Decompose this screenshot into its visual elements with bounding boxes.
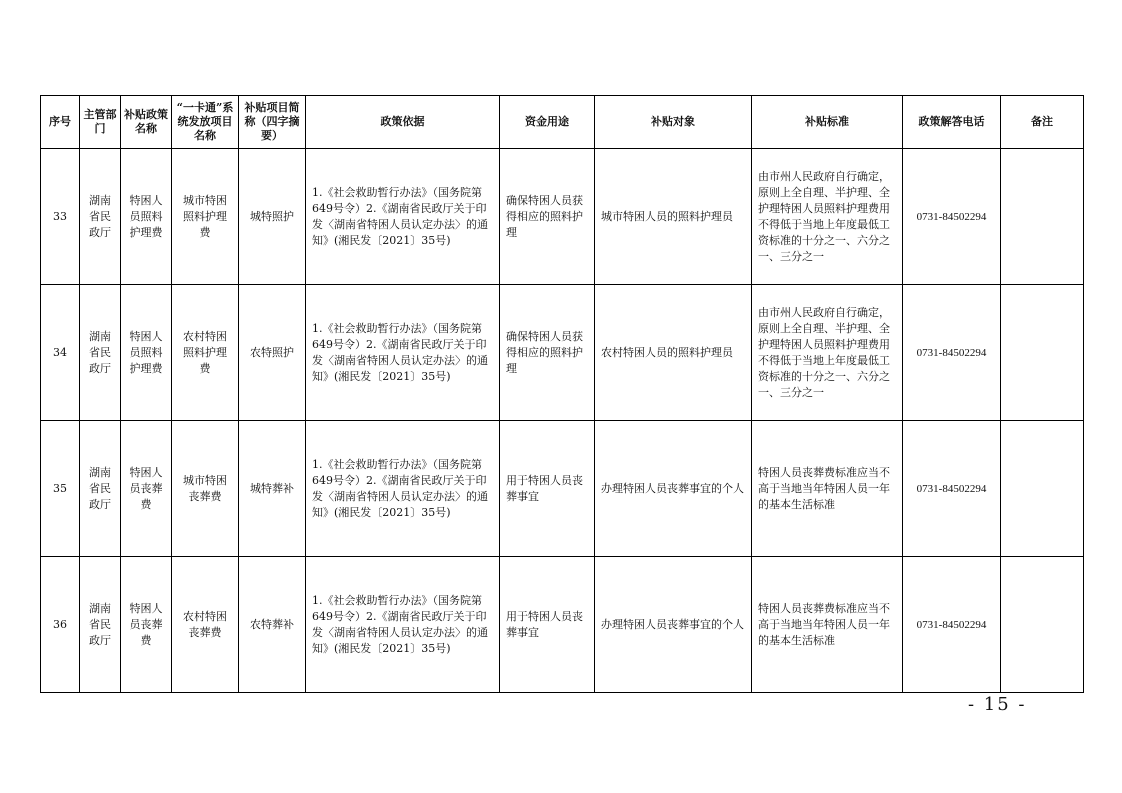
table-row — [41, 557, 1084, 693]
row-note — [1001, 149, 1084, 285]
row-usage: 用于特困人员丧葬事宜 — [500, 557, 595, 693]
row-no: 35 — [41, 421, 80, 557]
row-target: 农村特困人员的照料护理员 — [595, 285, 752, 421]
row-basis: 1.《社会救助暂行办法》（国务院第649号令）2.《湖南省民政厅关于印发〈湖南省特困人员认定办法〉的通知》(湘民发〔2021〕35号) — [306, 149, 500, 285]
header-standard: 补贴标准 — [752, 96, 903, 149]
row-basis: 1.《社会救助暂行办法》（国务院第649号令）2.《湖南省民政厅关于印发〈湖南省特困人员认定办法〉的通知》(湘民发〔2021〕35号) — [306, 421, 500, 557]
row-note — [1001, 557, 1084, 693]
header-note: 备注 — [1001, 96, 1084, 149]
row-project: 城市特困照料护理费 — [172, 149, 239, 285]
table-row — [41, 285, 1084, 421]
row-phone: 0731-84502294 — [903, 557, 1001, 693]
row-note — [1001, 285, 1084, 421]
subsidy-policy-table — [40, 95, 1084, 693]
row-policy: 特困人员照料护理费 — [121, 149, 172, 285]
row-dept: 湖南省民政厅 — [80, 421, 121, 557]
row-project: 城市特困丧葬费 — [172, 421, 239, 557]
row-policy: 特困人员丧葬费 — [121, 421, 172, 557]
header-dept: 主管部门 — [80, 96, 121, 149]
header-basis: 政策依据 — [306, 96, 500, 149]
row-usage: 确保特困人员获得相应的照料护理 — [500, 149, 595, 285]
row-basis: 1.《社会救助暂行办法》（国务院第649号令）2.《湖南省民政厅关于印发〈湖南省特困人员认定办法〉的通知》(湘民发〔2021〕35号) — [306, 557, 500, 693]
row-abbr: 农特照护 — [239, 285, 306, 421]
row-standard: 由市州人民政府自行确定，原则上全自理、半护理、全护理特困人员照料护理费用不得低于当地上年度最低工资标准的十分之一、六分之一、三分之一 — [752, 285, 903, 421]
row-note — [1001, 421, 1084, 557]
row-abbr: 城特照护 — [239, 149, 306, 285]
header-abbr: 补贴项目简称（四字摘要） — [239, 96, 306, 149]
table-row — [41, 421, 1084, 557]
row-target: 办理特困人员丧葬事宜的个人 — [595, 421, 752, 557]
table-row — [41, 149, 1084, 285]
row-standard: 特困人员丧葬费标准应当不高于当地当年特困人员一年的基本生活标准 — [752, 557, 903, 693]
row-no: 36 — [41, 557, 80, 693]
row-no: 33 — [41, 149, 80, 285]
header-no: 序号 — [41, 96, 80, 149]
row-target: 办理特困人员丧葬事宜的个人 — [595, 557, 752, 693]
row-project: 农村特困照料护理费 — [172, 285, 239, 421]
row-policy: 特困人员照料护理费 — [121, 285, 172, 421]
row-abbr: 城特葬补 — [239, 421, 306, 557]
row-dept: 湖南省民政厅 — [80, 285, 121, 421]
header-target: 补贴对象 — [595, 96, 752, 149]
row-dept: 湖南省民政厅 — [80, 557, 121, 693]
header-project: “一卡通”系统发放项目名称 — [172, 96, 239, 149]
page-number: - 15 - — [968, 694, 1027, 715]
row-dept: 湖南省民政厅 — [80, 149, 121, 285]
header-usage: 资金用途 — [500, 96, 595, 149]
row-usage: 确保特困人员获得相应的照料护理 — [500, 285, 595, 421]
header-policy: 补贴政策名称 — [121, 96, 172, 149]
row-phone: 0731-84502294 — [903, 149, 1001, 285]
row-standard: 由市州人民政府自行确定，原则上全自理、半护理、全护理特困人员照料护理费用不得低于当地上年度最低工资标准的十分之一、六分之一、三分之一 — [752, 149, 903, 285]
row-basis: 1.《社会救助暂行办法》（国务院第649号令）2.《湖南省民政厅关于印发〈湖南省特困人员认定办法〉的通知》(湘民发〔2021〕35号) — [306, 285, 500, 421]
row-project: 农村特困丧葬费 — [172, 557, 239, 693]
header-row — [41, 96, 1084, 149]
row-policy: 特困人员丧葬费 — [121, 557, 172, 693]
row-phone: 0731-84502294 — [903, 421, 1001, 557]
row-usage: 用于特困人员丧葬事宜 — [500, 421, 595, 557]
row-phone: 0731-84502294 — [903, 285, 1001, 421]
row-abbr: 农特葬补 — [239, 557, 306, 693]
row-target: 城市特困人员的照料护理员 — [595, 149, 752, 285]
row-no: 34 — [41, 285, 80, 421]
header-phone: 政策解答电话 — [903, 96, 1001, 149]
row-standard: 特困人员丧葬费标准应当不高于当地当年特困人员一年的基本生活标准 — [752, 421, 903, 557]
